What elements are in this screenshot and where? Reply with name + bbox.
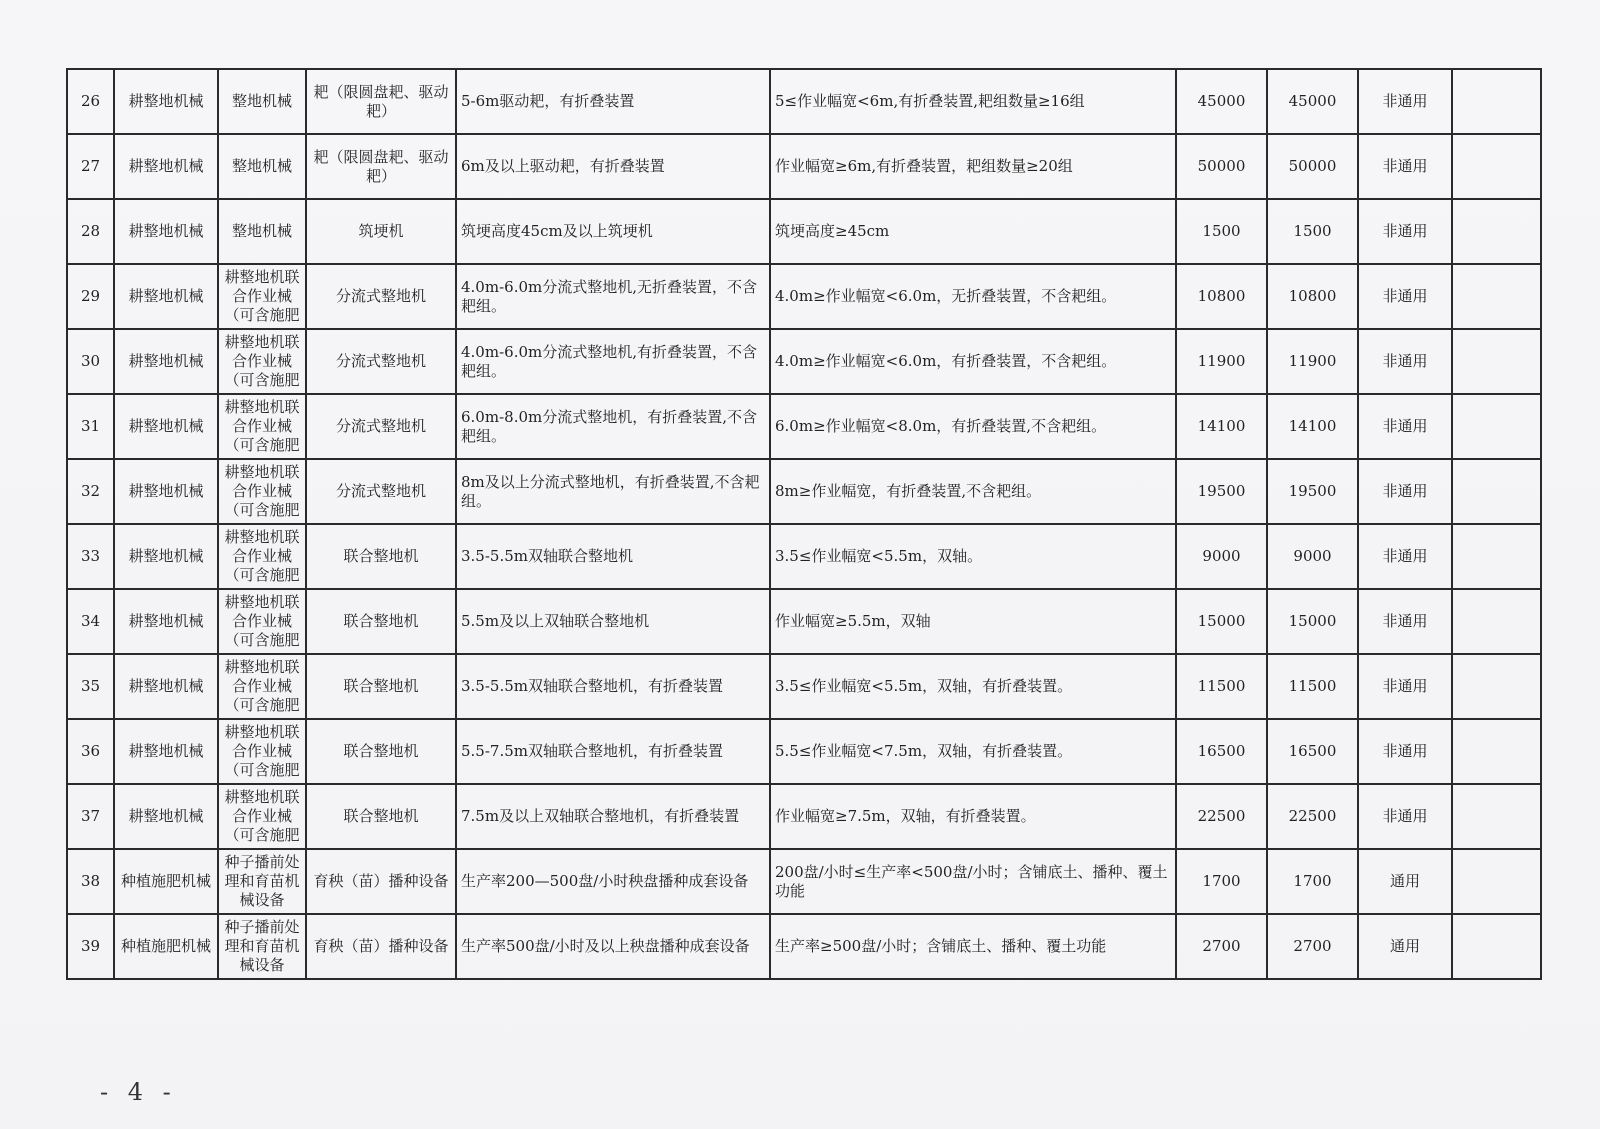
cell-price-a: 19500 [1176,459,1267,524]
cell-parameter: 5≤作业幅宽<6m,有折叠装置,耙组数量≥16组 [770,69,1176,134]
cell-subcategory: 耕整地机联合作业械（可含施肥 [218,264,306,329]
cell-number: 34 [67,589,114,654]
cell-category: 耕整地机械 [114,784,218,849]
table-row [67,459,1541,524]
cell-category: 耕整地机械 [114,199,218,264]
cell-price-a: 1500 [1176,199,1267,264]
cell-category: 耕整地机械 [114,134,218,199]
cell-parameter: 3.5≤作业幅宽<5.5m，双轴，有折叠装置。 [770,654,1176,719]
table-row [67,329,1541,394]
cell-general: 非通用 [1358,719,1452,784]
table-row [67,654,1541,719]
cell-subcategory: 整地机械 [218,69,306,134]
cell-spec: 4.0m-6.0m分流式整地机,有折叠装置，不含耙组。 [456,329,770,394]
cell-spec: 7.5m及以上双轴联合整地机，有折叠装置 [456,784,770,849]
table-row [67,784,1541,849]
cell-number: 32 [67,459,114,524]
cell-note [1452,589,1541,654]
cell-category: 耕整地机械 [114,589,218,654]
table-body [67,69,1541,979]
cell-spec: 3.5-5.5m双轴联合整地机，有折叠装置 [456,654,770,719]
cell-spec: 生产率200—500盘/小时秧盘播种成套设备 [456,849,770,914]
cell-item: 筑埂机 [306,199,456,264]
cell-general: 非通用 [1358,524,1452,589]
cell-number: 36 [67,719,114,784]
table-row [67,264,1541,329]
cell-category: 耕整地机械 [114,329,218,394]
cell-parameter: 作业幅宽≥7.5m，双轴，有折叠装置。 [770,784,1176,849]
cell-category: 种植施肥机械 [114,914,218,979]
cell-subcategory: 整地机械 [218,134,306,199]
cell-item: 联合整地机 [306,524,456,589]
cell-general: 非通用 [1358,199,1452,264]
cell-item: 分流式整地机 [306,329,456,394]
cell-general: 非通用 [1358,394,1452,459]
cell-general: 非通用 [1358,459,1452,524]
cell-price-a: 45000 [1176,69,1267,134]
cell-item: 分流式整地机 [306,394,456,459]
cell-parameter: 200盘/小时≤生产率<500盘/小时；含铺底土、播种、覆土功能 [770,849,1176,914]
cell-number: 30 [67,329,114,394]
cell-note [1452,459,1541,524]
cell-general: 非通用 [1358,264,1452,329]
cell-category: 耕整地机械 [114,69,218,134]
cell-category: 耕整地机械 [114,459,218,524]
cell-item: 联合整地机 [306,589,456,654]
cell-item: 耙（限圆盘耙、驱动耙） [306,134,456,199]
cell-price-a: 50000 [1176,134,1267,199]
cell-item: 联合整地机 [306,719,456,784]
cell-price-b: 10800 [1267,264,1358,329]
cell-note [1452,394,1541,459]
cell-price-a: 16500 [1176,719,1267,784]
cell-price-b: 2700 [1267,914,1358,979]
table-row [67,589,1541,654]
cell-spec: 3.5-5.5m双轴联合整地机 [456,524,770,589]
cell-subcategory: 耕整地机联合作业械（可含施肥 [218,329,306,394]
cell-spec: 5.5m及以上双轴联合整地机 [456,589,770,654]
cell-parameter: 生产率≥500盘/小时；含铺底土、播种、覆土功能 [770,914,1176,979]
cell-price-b: 1500 [1267,199,1358,264]
cell-note [1452,719,1541,784]
cell-price-b: 19500 [1267,459,1358,524]
cell-number: 33 [67,524,114,589]
cell-note [1452,199,1541,264]
cell-note [1452,784,1541,849]
cell-number: 38 [67,849,114,914]
cell-number: 26 [67,69,114,134]
cell-item: 育秧（苗）播种设备 [306,849,456,914]
cell-price-b: 14100 [1267,394,1358,459]
cell-parameter: 作业幅宽≥6m,有折叠装置，耙组数量≥20组 [770,134,1176,199]
cell-price-b: 9000 [1267,524,1358,589]
cell-general: 通用 [1358,914,1452,979]
cell-number: 31 [67,394,114,459]
cell-subcategory: 种子播前处理和育苗机械设备 [218,849,306,914]
cell-parameter: 作业幅宽≥5.5m，双轴 [770,589,1176,654]
cell-parameter: 4.0m≥作业幅宽<6.0m，无折叠装置，不含耙组。 [770,264,1176,329]
cell-parameter: 6.0m≥作业幅宽<8.0m，有折叠装置,不含耙组。 [770,394,1176,459]
cell-item: 分流式整地机 [306,264,456,329]
table-row [67,849,1541,914]
cell-subcategory: 耕整地机联合作业械（可含施肥 [218,459,306,524]
cell-price-b: 45000 [1267,69,1358,134]
cell-note [1452,849,1541,914]
cell-number: 39 [67,914,114,979]
table-row [67,524,1541,589]
cell-note [1452,654,1541,719]
cell-category: 耕整地机械 [114,654,218,719]
cell-price-b: 15000 [1267,589,1358,654]
cell-general: 非通用 [1358,134,1452,199]
table-row [67,199,1541,264]
cell-price-a: 9000 [1176,524,1267,589]
cell-number: 29 [67,264,114,329]
cell-number: 28 [67,199,114,264]
cell-note [1452,524,1541,589]
cell-item: 育秧（苗）播种设备 [306,914,456,979]
table-row [67,69,1541,134]
cell-spec: 6m及以上驱动耙，有折叠装置 [456,134,770,199]
cell-parameter: 5.5≤作业幅宽<7.5m，双轴，有折叠装置。 [770,719,1176,784]
cell-general: 通用 [1358,849,1452,914]
cell-subcategory: 耕整地机联合作业械（可含施肥 [218,524,306,589]
cell-price-a: 2700 [1176,914,1267,979]
cell-spec: 5.5-7.5m双轴联合整地机，有折叠装置 [456,719,770,784]
table-row [67,914,1541,979]
cell-note [1452,134,1541,199]
cell-general: 非通用 [1358,589,1452,654]
cell-note [1452,914,1541,979]
cell-price-a: 11500 [1176,654,1267,719]
cell-price-a: 11900 [1176,329,1267,394]
cell-subcategory: 耕整地机联合作业械（可含施肥 [218,654,306,719]
cell-price-a: 10800 [1176,264,1267,329]
cell-general: 非通用 [1358,329,1452,394]
cell-price-a: 15000 [1176,589,1267,654]
table-row [67,719,1541,784]
cell-price-a: 1700 [1176,849,1267,914]
cell-price-a: 14100 [1176,394,1267,459]
cell-price-b: 16500 [1267,719,1358,784]
cell-spec: 4.0m-6.0m分流式整地机,无折叠装置，不含耙组。 [456,264,770,329]
cell-price-a: 22500 [1176,784,1267,849]
cell-category: 耕整地机械 [114,524,218,589]
cell-number: 37 [67,784,114,849]
page-number: - 4 - [100,1078,177,1106]
cell-price-b: 22500 [1267,784,1358,849]
table-row [67,134,1541,199]
cell-item: 分流式整地机 [306,459,456,524]
cell-category: 耕整地机械 [114,719,218,784]
cell-price-b: 11500 [1267,654,1358,719]
cell-price-b: 50000 [1267,134,1358,199]
cell-spec: 8m及以上分流式整地机，有折叠装置,不含耙组。 [456,459,770,524]
cell-note [1452,329,1541,394]
cell-subcategory: 耕整地机联合作业械（可含施肥 [218,784,306,849]
cell-price-b: 1700 [1267,849,1358,914]
cell-category: 耕整地机械 [114,264,218,329]
cell-item: 耙（限圆盘耙、驱动耙） [306,69,456,134]
table-row [67,394,1541,459]
cell-parameter: 4.0m≥作业幅宽<6.0m，有折叠装置，不含耙组。 [770,329,1176,394]
cell-subcategory: 耕整地机联合作业械（可含施肥 [218,719,306,784]
cell-subcategory: 耕整地机联合作业械（可含施肥 [218,394,306,459]
cell-price-b: 11900 [1267,329,1358,394]
cell-spec: 6.0m-8.0m分流式整地机，有折叠装置,不含耙组。 [456,394,770,459]
cell-item: 联合整地机 [306,784,456,849]
cell-parameter: 8m≥作业幅宽，有折叠装置,不含耙组。 [770,459,1176,524]
cell-number: 27 [67,134,114,199]
cell-spec: 5-6m驱动耙，有折叠装置 [456,69,770,134]
cell-general: 非通用 [1358,69,1452,134]
cell-subcategory: 耕整地机联合作业械（可含施肥 [218,589,306,654]
cell-general: 非通用 [1358,784,1452,849]
subsidy-table [66,68,1542,980]
cell-subcategory: 种子播前处理和育苗机械设备 [218,914,306,979]
cell-parameter: 筑埂高度≥45cm [770,199,1176,264]
cell-category: 耕整地机械 [114,394,218,459]
cell-parameter: 3.5≤作业幅宽<5.5m，双轴。 [770,524,1176,589]
cell-general: 非通用 [1358,654,1452,719]
cell-spec: 筑埂高度45cm及以上筑埂机 [456,199,770,264]
cell-subcategory: 整地机械 [218,199,306,264]
cell-number: 35 [67,654,114,719]
cell-spec: 生产率500盘/小时及以上秧盘播种成套设备 [456,914,770,979]
cell-note [1452,69,1541,134]
cell-item: 联合整地机 [306,654,456,719]
cell-note [1452,264,1541,329]
cell-category: 种植施肥机械 [114,849,218,914]
